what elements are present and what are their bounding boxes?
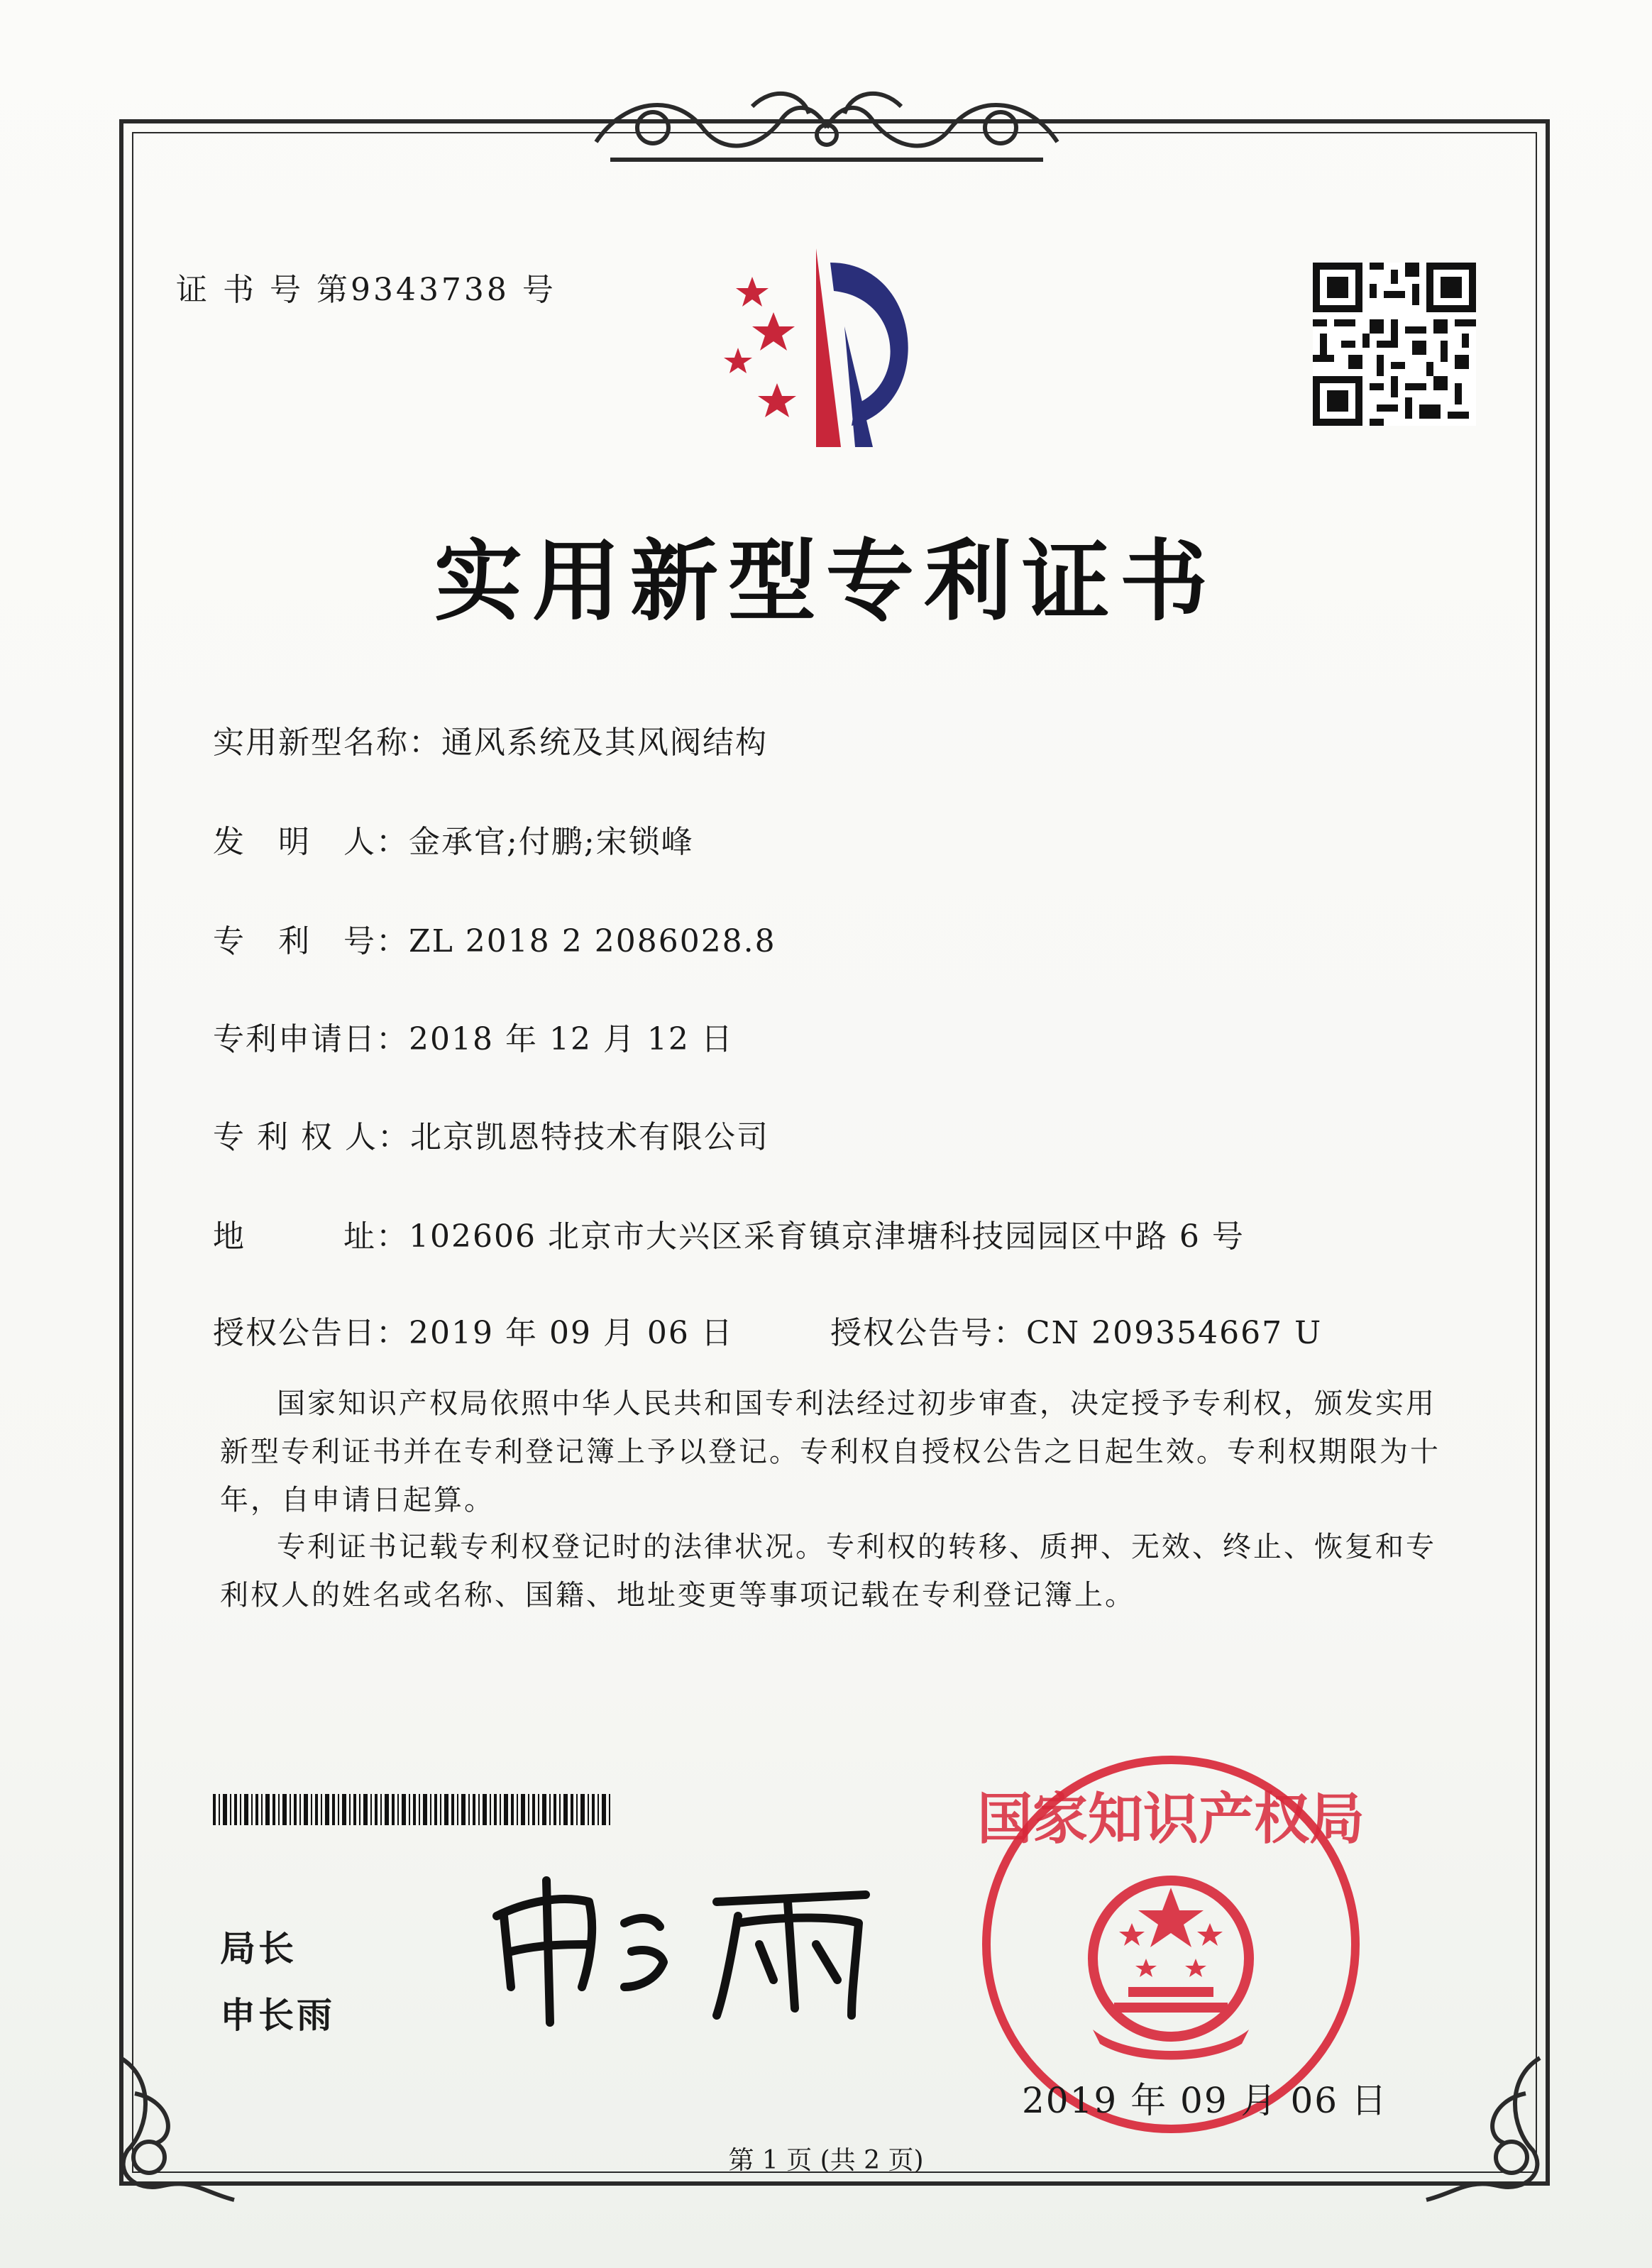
inventor-value: 金承官;付鹏;宋锁峰	[409, 824, 694, 860]
filing-date-value: 2018 年 12 月 12 日	[409, 1021, 734, 1057]
body-paragraph-1: 国家知识产权局依照中华人民共和国专利法经过初步审查，决定授予专利权，颁发实用新型专利证书并在专利登记簿上予以登记。专利权自授权公告之日起生效。专利权期限为十年，自申请日起算。	[220, 1387, 1441, 1516]
grant-date-value: 2019 年 09 月 06 日	[409, 1315, 734, 1351]
director-signature-icon	[483, 1873, 880, 2030]
bottom-right-ornament-icon	[1412, 2051, 1554, 2207]
cnipa-emblem-icon	[710, 241, 937, 454]
patentee-label: 专 利 权 人：	[213, 1119, 410, 1155]
page-number: 第 1 页 (共 2 页)	[728, 2146, 924, 2175]
filing-date-label: 专利申请日：	[213, 1021, 409, 1057]
field-grant-number	[830, 1307, 1322, 1353]
field-filing-date	[213, 1013, 734, 1059]
seal-date: 2019 年 09 月 06 日	[1022, 2080, 1388, 2121]
grant-number-value: CN 209354667 U	[1026, 1315, 1323, 1351]
grant-date-label: 授权公告日：	[213, 1315, 409, 1351]
seal-text: 国家知识产权局	[976, 1788, 1365, 1851]
field-grant-date	[213, 1307, 734, 1353]
patent-number-label: 专 利 号：	[213, 923, 409, 959]
certificate-title: 实用新型专利证书	[434, 531, 1218, 633]
patent-number-value: ZL 2018 2 2086028.8	[409, 923, 776, 959]
address-label: 地 址：	[213, 1218, 409, 1255]
name-value: 通风系统及其风阀结构	[441, 725, 768, 761]
field-patent-number	[213, 915, 776, 961]
address-value: 102606 北京市大兴区采育镇京津塘科技园园区中路 6 号	[409, 1218, 1245, 1255]
name-label: 实用新型名称：	[213, 725, 441, 761]
director-name: 申长雨	[220, 1995, 335, 2036]
field-inventor	[213, 816, 694, 861]
qr-code-icon	[1313, 263, 1476, 426]
bottom-left-ornament-icon	[106, 2051, 248, 2207]
body-paragraph-2: 专利证书记载专利权登记时的法律状况。专利权的转移、质押、无效、终止、恢复和专利权人的姓名或名称、国籍、地址变更等事项记载在专利登记簿上。	[220, 1531, 1436, 1612]
certificate-number: 证 书 号 第9343738 号	[176, 272, 556, 308]
field-patentee	[213, 1111, 769, 1157]
grant-number-label: 授权公告号：	[830, 1315, 1026, 1351]
inventor-label: 发 明 人：	[213, 824, 409, 860]
field-utility-model-name	[213, 717, 768, 762]
barcode-icon	[213, 1794, 610, 1825]
patentee-value: 北京凯恩特技术有限公司	[409, 1119, 769, 1155]
field-address	[213, 1211, 1245, 1256]
top-ornament-icon	[582, 78, 1072, 170]
director-title: 局长	[220, 1928, 297, 1969]
